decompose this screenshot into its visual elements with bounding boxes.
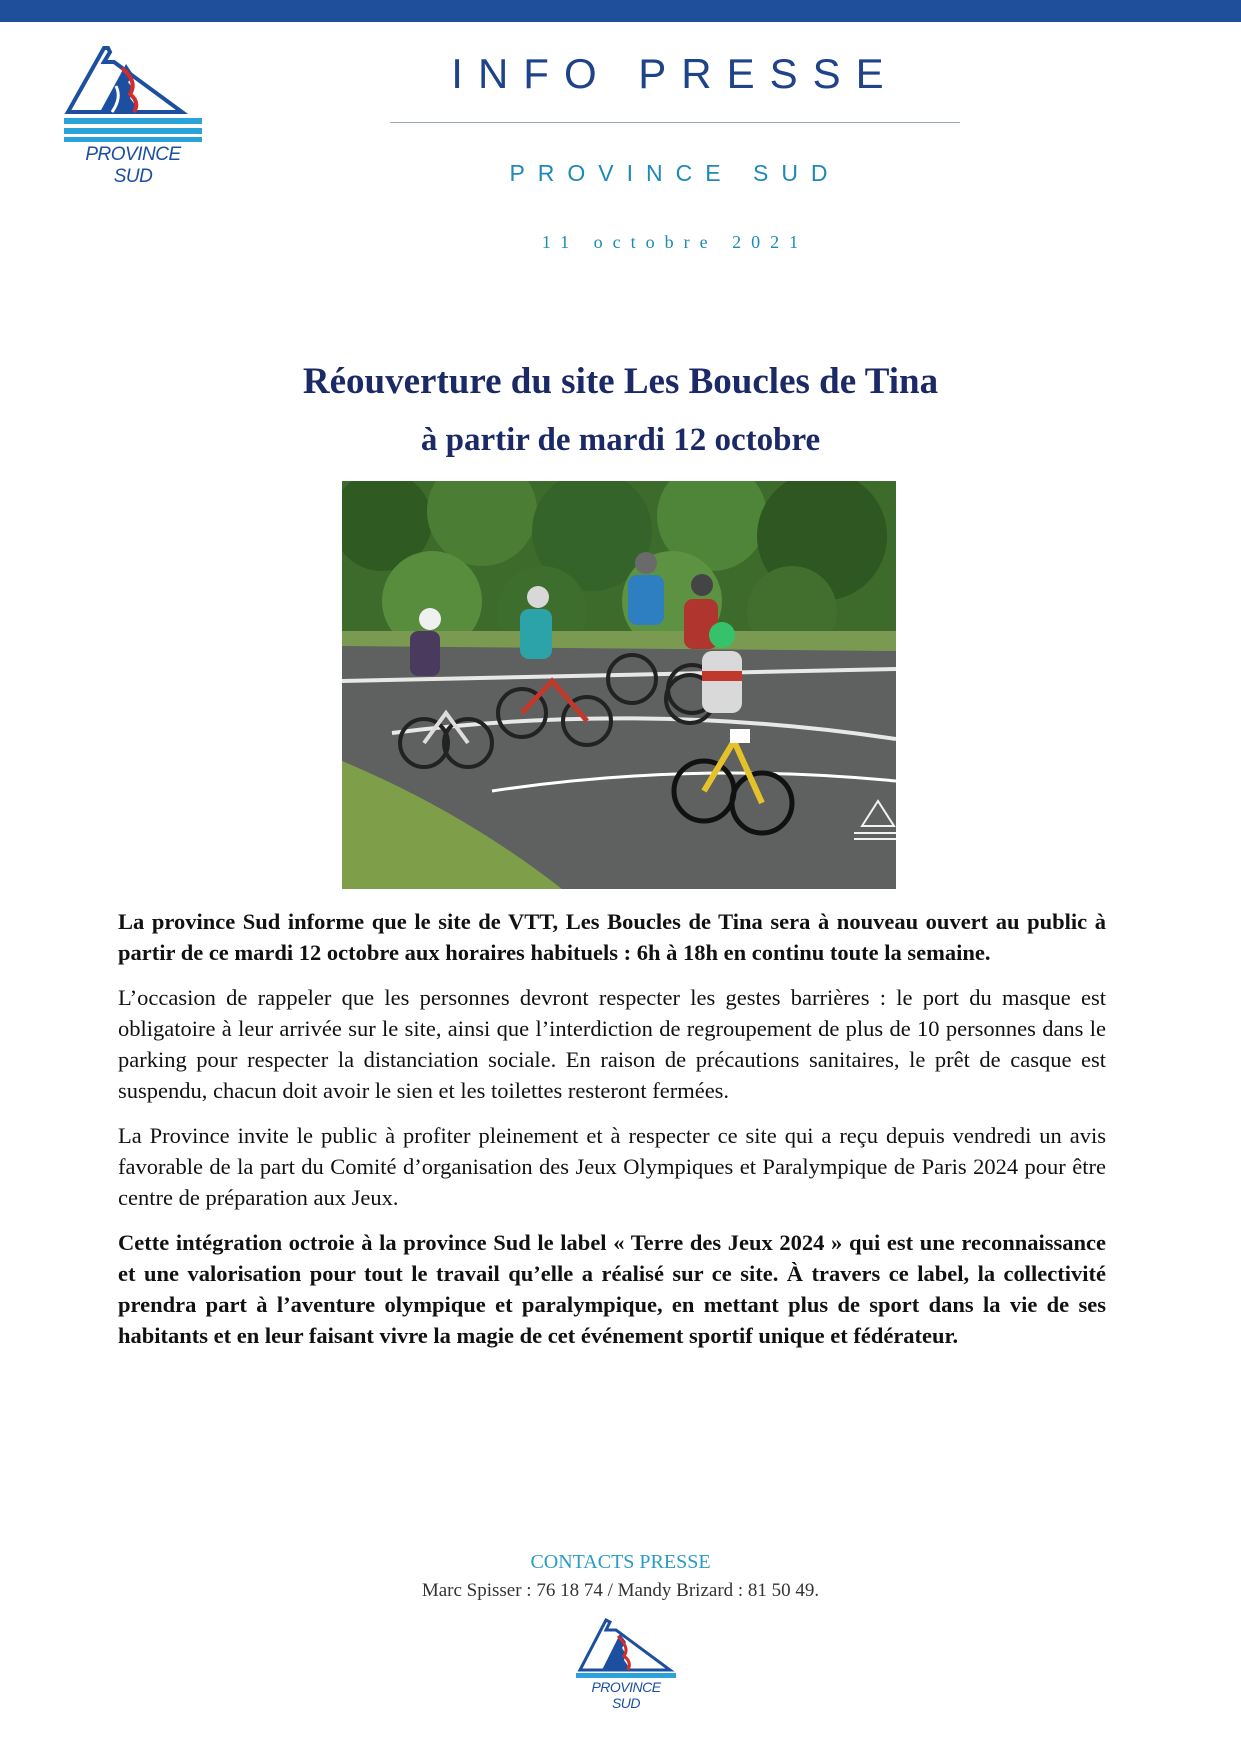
body-paragraph-4: Cette intégration octroie à la province Sud le label « Terre des Jeux 2024 » qui est une reconnaissance et une valorisation pour tout le travail qu’elle a réalisé sur ce site. À travers ce label, la collectivité prendra part à l’aventure olympique et paralympique, en mettant plus de sport dans la vie de ses habitants et en leur faisant vivre la magie de cet événement sportif unique et fédérateur. [118, 1230, 1106, 1348]
masthead-subtitle: PROVINCE SUD [509, 160, 841, 186]
footer-logo-icon [576, 1618, 676, 1678]
cyclists-photo [342, 481, 896, 889]
body-paragraph-3: La Province invite le public à profiter pleinement et à respecter ce site qui a reçu depuis vendredi un avis favorable de la part du Comité d’organisation des Jeux Olympiques et Paralympique de Paris 2024 pour être centre de préparation aux Jeux. [118, 1123, 1106, 1210]
masthead-divider [390, 122, 960, 123]
article-subtitle: à partir de mardi 12 octobre [420, 422, 821, 458]
cyclists-photo-illustration [342, 481, 896, 889]
contacts-heading: CONTACTS PRESSE [530, 1551, 711, 1573]
article-title: Réouverture du site Les Boucles de Tina [302, 361, 939, 402]
province-sud-logo [64, 46, 202, 188]
province-sud-logo-icon [64, 46, 202, 142]
logo-caption: PROVINCE SUD [85, 144, 181, 187]
footer-logo [576, 1618, 676, 1711]
publication-date: 11 octobre 2021 [541, 232, 809, 252]
contacts-details: Marc Spisser : 76 18 74 / Mandy Brizard : 81 50 49. [421, 1580, 820, 1601]
body-paragraph-1: La province Sud informe que le site de VTT, Les Boucles de Tina sera à nouveau ouvert au public à partir de ce mardi 12 octobre aux horaires habituels : 6h à 18h en continu toute la semaine. [118, 909, 1106, 965]
masthead-title: INFO PRESSE [451, 50, 899, 97]
footer-logo-caption: PROVINCE SUD [591, 1679, 661, 1711]
top-color-bar [0, 0, 1241, 22]
article-body [118, 906, 1106, 1365]
body-paragraph-2: L’occasion de rappeler que les personnes devront respecter les gestes barrières : le port du masque est obligatoire à leur arrivée sur le site, ainsi que l’interdiction de regroupement de plus de 10 personnes dans le parking pour respecter la distanciation sociale. En raison de précautions sanitaires, le prêt de casque est suspendu, chacun doit avoir le sien et les toilettes resteront fermées. [118, 985, 1106, 1103]
